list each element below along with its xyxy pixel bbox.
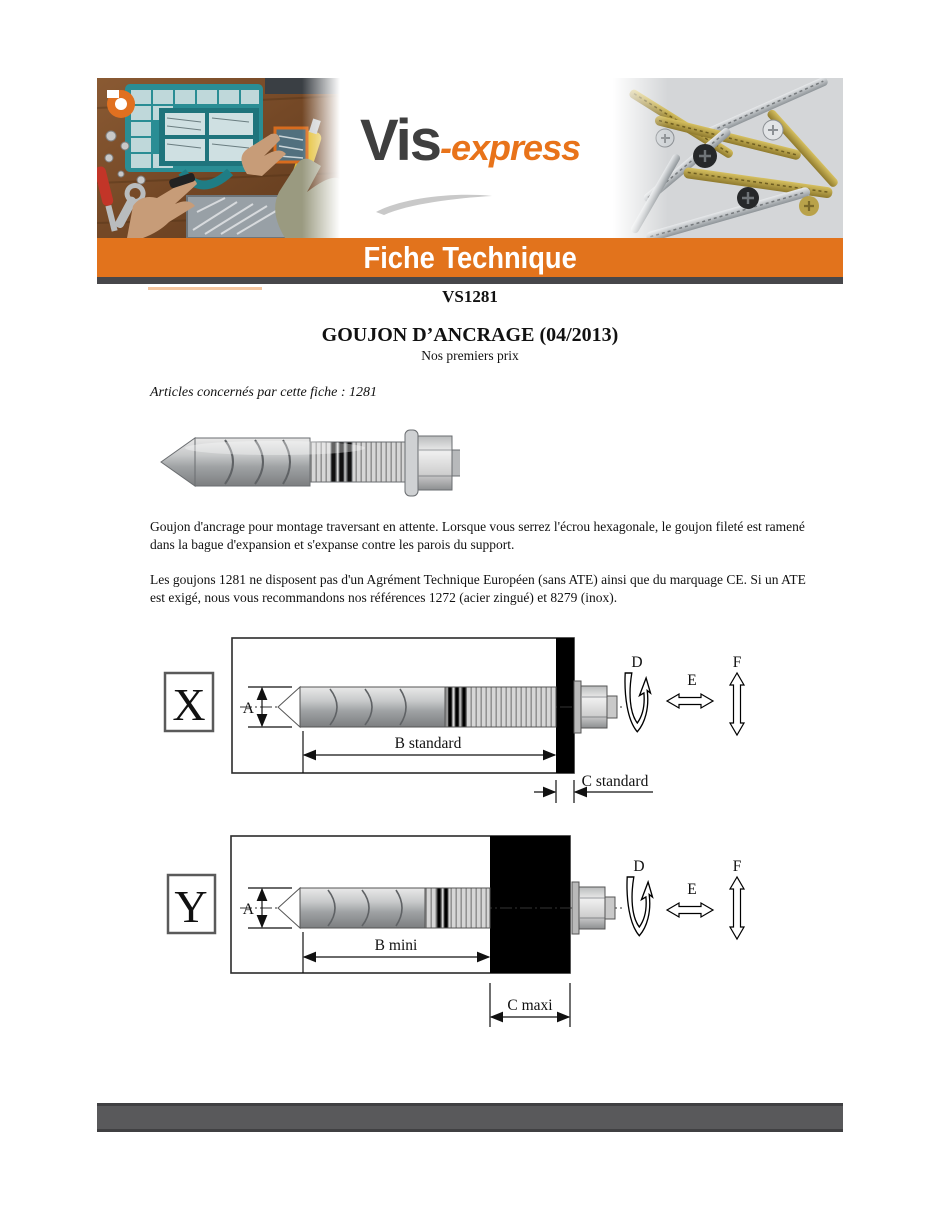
workbench-photo [97,78,340,238]
logo-swoosh-icon [374,190,494,216]
dim-b-label: B standard [394,735,462,752]
doc-subtitle: Nos premiers prix [421,348,519,363]
torque-arrow-icon [625,673,651,732]
screw-pile-photo [613,78,843,238]
dim-b-label: B mini [374,937,418,954]
horizontal-load-arrow-icon [667,903,713,917]
scope-note: Articles concernés par cette fiche : 1281 [150,385,378,400]
body-text [150,518,822,624]
dim-c-label: C standard [581,773,649,790]
vertical-load-arrow-icon [730,673,744,735]
tape-measure-icon [107,90,135,118]
footer-bar [97,1103,843,1132]
logo-vis-text: Vis [360,108,441,173]
screw-tray-icon [187,196,287,238]
dim-a-label: A [242,901,254,918]
banner-title: Fiche Technique [363,239,577,275]
x-box-label: X [172,679,206,730]
dim-d-label: D [631,654,643,671]
fixture-plate-thin [556,638,574,773]
anchor-bolt-photo [155,424,460,504]
fixture-plate-thick [490,836,570,973]
dim-d-label: D [633,858,645,875]
page-title: GOUJON D’ANCRAGE (04/2013) [321,324,619,346]
dim-e-label: E [687,881,697,898]
paragraph-2: Les goujons 1281 ne disposent pas d'un Agrément Technique Européen (sans ATE) ainsi que du marquage CE. Si un ATE est exigé, nous vous recommandons nos références 1272 (acier zingué) et 8279 (inox). [150,571,806,605]
dim-c-label: C maxi [507,997,553,1014]
dim-f-label: F [732,858,742,875]
y-box-label: Y [174,881,208,932]
logo-express-text: -express [440,127,581,168]
brand-logo [360,108,590,212]
torque-arrow-icon [627,877,653,936]
doc-reference: VS1281 [442,287,498,306]
dim-f-label: F [732,654,742,671]
banner [97,238,843,277]
dim-a-label: A [242,700,254,717]
banner-divider [97,277,843,284]
diagram-x [160,635,760,807]
dim-e-label: E [687,672,697,689]
diagram-y [160,830,760,1035]
organizer-box-icon [125,84,263,185]
paragraph-1: Goujon d'ancrage pour montage traversant en attente. Lorsque vous serrez l'écrou hexagonale, le goujon fileté est ramené dans la bague d'expansion et s'expanse contre les parois du support. [150,519,805,552]
horizontal-load-arrow-icon [667,694,713,708]
vertical-load-arrow-icon [730,877,744,939]
